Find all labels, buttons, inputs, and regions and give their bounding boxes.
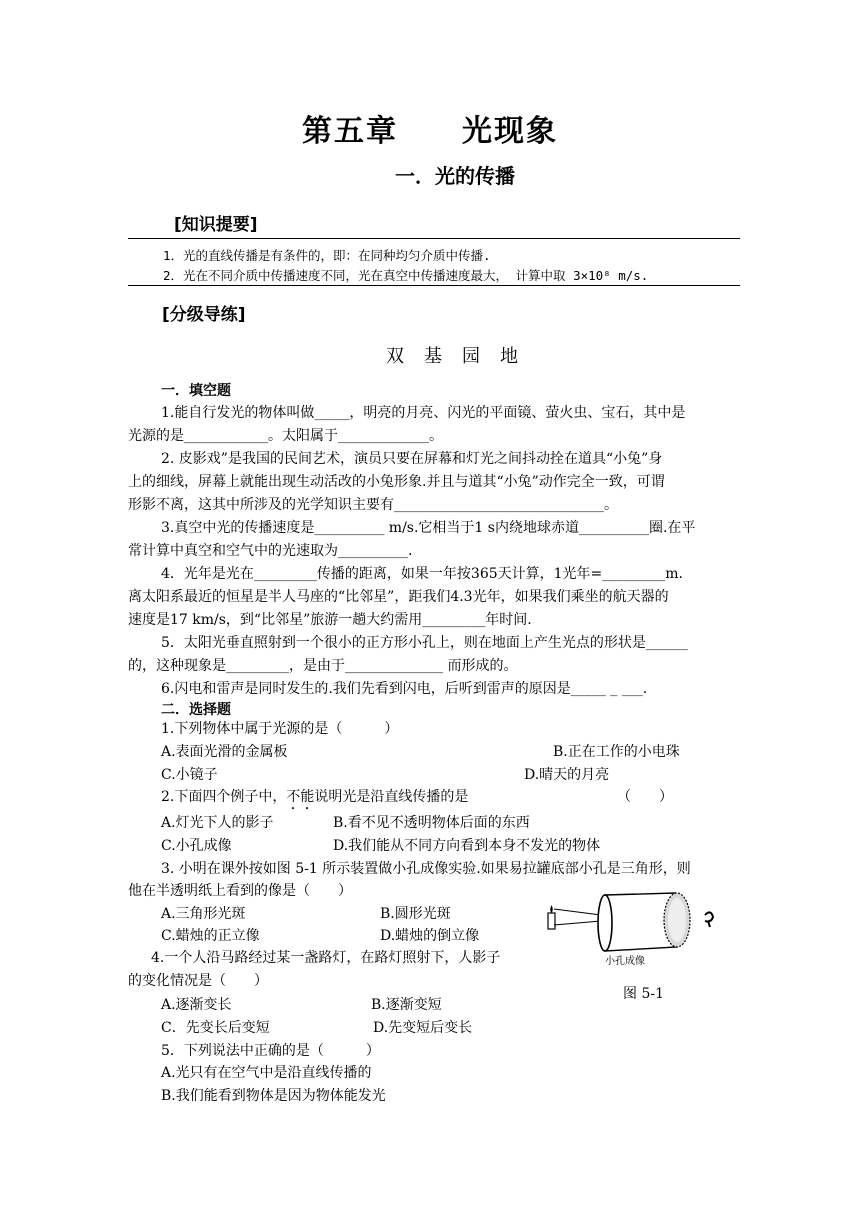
level-title: 双 基 园 地 (386, 346, 519, 367)
choice-q2-stem (161, 786, 468, 813)
knowledge-bottom-rule (128, 285, 740, 286)
choice-q4-option-a: A.逐渐变长 (161, 997, 232, 1013)
paper-inner (668, 898, 686, 942)
fill-q2-line2: 上的细线，屏幕上就能出现生动活改的小兔形象.并且与道其“小兔”动作完全一致，可谓 (128, 474, 665, 490)
choice-q3-stem-2: 他在半透明纸上看到的像是（ ） (128, 883, 352, 899)
fill-q2-line3: 形影不离，这其中所涉及的光学知识主要有______________________________。 (128, 497, 618, 513)
fill-q2-line1: 2. 皮影戏”是我国的民间艺术，演员只要在屏幕和灯光之间抖动拴在道具“小兔”身 (161, 451, 663, 467)
candle-body (548, 913, 555, 929)
choice-q1-option-c: C.小镜子 (161, 767, 218, 783)
choice-q4-option-d: D.先变短后变长 (373, 1020, 473, 1036)
choice-q5-option-a: A.光只有在空气中是沿直线传播的 (161, 1065, 372, 1081)
knowledge-top-rule (128, 238, 740, 239)
choice-q1-option-a: A.表面光滑的金属板 (161, 744, 288, 760)
candle-flame (550, 905, 553, 913)
fill-q4-line1: 4．光年是光在_________传播的距离，如果一年按365天计算，1光年=_________m. (161, 566, 683, 582)
fill-blank-heading: 一．填空题 (161, 383, 231, 399)
chapter-title: 第五章 光现象 (302, 114, 558, 149)
fill-q4-line2: 离太阳系最近的恒星是半人马座的“比邻星”，距我们4.3光年，如果我们乘坐的航天器的 (128, 589, 669, 605)
section-title: 一．光的传播 (395, 164, 515, 188)
fill-q5-line2: 的，这种现象是_________，是由于______________ 而形成的。 (128, 658, 518, 674)
choice-q4-stem-2: 的变化情况是（ ） (128, 973, 268, 989)
inverted-image-glyph (705, 912, 713, 927)
practice-heading: [分级导练] (162, 305, 246, 325)
choice-q2-stem-emphasis: 不能 (286, 789, 315, 805)
light-ray-top (554, 909, 601, 915)
choice-q3-option-a: A.三角形光斑 (161, 906, 246, 922)
choice-q5-option-b: B.我们能看到物体是因为物体能发光 (161, 1088, 386, 1104)
choice-q5-stem: 5．下列说法中正确的是（ ） (161, 1043, 380, 1059)
can-bottom (598, 895, 612, 951)
choice-q2-option-a: A.灯光下人的影子 (161, 815, 274, 831)
fill-q1-line2: 光源的是____________。太阳属于_____________。 (128, 428, 443, 444)
choice-q1-stem: 1.下列物体中属于光源的是（ ） (161, 721, 399, 737)
figure-inner-caption: 小孔成像 (605, 956, 645, 967)
choice-q2-option-c: C.小孔成像 (161, 838, 232, 854)
choice-q3-option-b: B.圆形光斑 (380, 906, 451, 922)
choice-q2-paren: （ ） (617, 789, 673, 805)
choice-q4-option-b: B.逐渐变短 (371, 997, 442, 1013)
light-ray-bottom (554, 921, 601, 925)
fill-q5-line1: 5．太阳光垂直照射到一个很小的正方形小孔上，则在地面上产生光点的形状是______ (161, 635, 688, 651)
choice-q4-stem-1: 4.一个人沿马路经过某一盏路灯，在路灯照射下，人影子 (151, 950, 501, 966)
fill-q3-line2: 常计算中真空和空气中的光速取为__________. (128, 543, 413, 559)
figure-label: 图 5-1 (623, 986, 664, 1002)
choice-q2-option-b: B.看不见不透明物体后面的东西 (333, 815, 530, 831)
choice-q2-stem-pre: 2.下面四个例子中， (161, 789, 287, 805)
fill-q1-line1: 1.能自行发光的物体叫做_____，明亮的月亮、闪光的平面镜、萤火虫、宝石，其中是 (161, 405, 686, 421)
choice-q3-option-c: C.蜡烛的正立像 (161, 928, 260, 944)
choice-heading: 二．选择题 (161, 702, 231, 718)
choice-q1-option-b: B.正在工作的小电珠 (553, 744, 680, 760)
choice-q2-stem-post: 说明光是沿直线传播的是 (314, 789, 469, 805)
choice-q3-option-d: D.蜡烛的倒立像 (380, 928, 480, 944)
fill-q3-line1: 3.真空中光的传播速度是__________ m/s.它相当于1 s内绕地球赤道__________圈.在平 (161, 520, 696, 536)
choice-q4-option-c: C．先变长后变短 (161, 1020, 270, 1036)
choice-q2-option-d: D.我们能从不同方向看到本身不发光的物体 (333, 838, 601, 854)
fill-q4-line3: 速度是17 km/s，到“比邻星”旅游一趟大约需用_________年时间. (128, 612, 532, 628)
fill-q6-line1: 6.闪电和雷声是同时发生的.我们先看到闪电，后听到雷声的原因是_____ _ ___. (161, 681, 648, 697)
knowledge-point-1: 1．光的直线传播是有条件的，即：在同种均匀介质中传播. (163, 248, 491, 263)
knowledge-heading: [知识提要] (174, 215, 258, 235)
choice-q3-stem-1: 3. 小明在课外按如图 5-1 所示装置做小孔成像实验.如果易拉罐底部小孔是三角形，则 (161, 861, 691, 877)
knowledge-point-2: 2．光在不同介质中传播速度不同，光在真空中传播速度最大， 计算中取 3×10⁸ m/s. (163, 268, 649, 283)
choice-q1-option-d: D.晴天的月亮 (524, 767, 610, 783)
